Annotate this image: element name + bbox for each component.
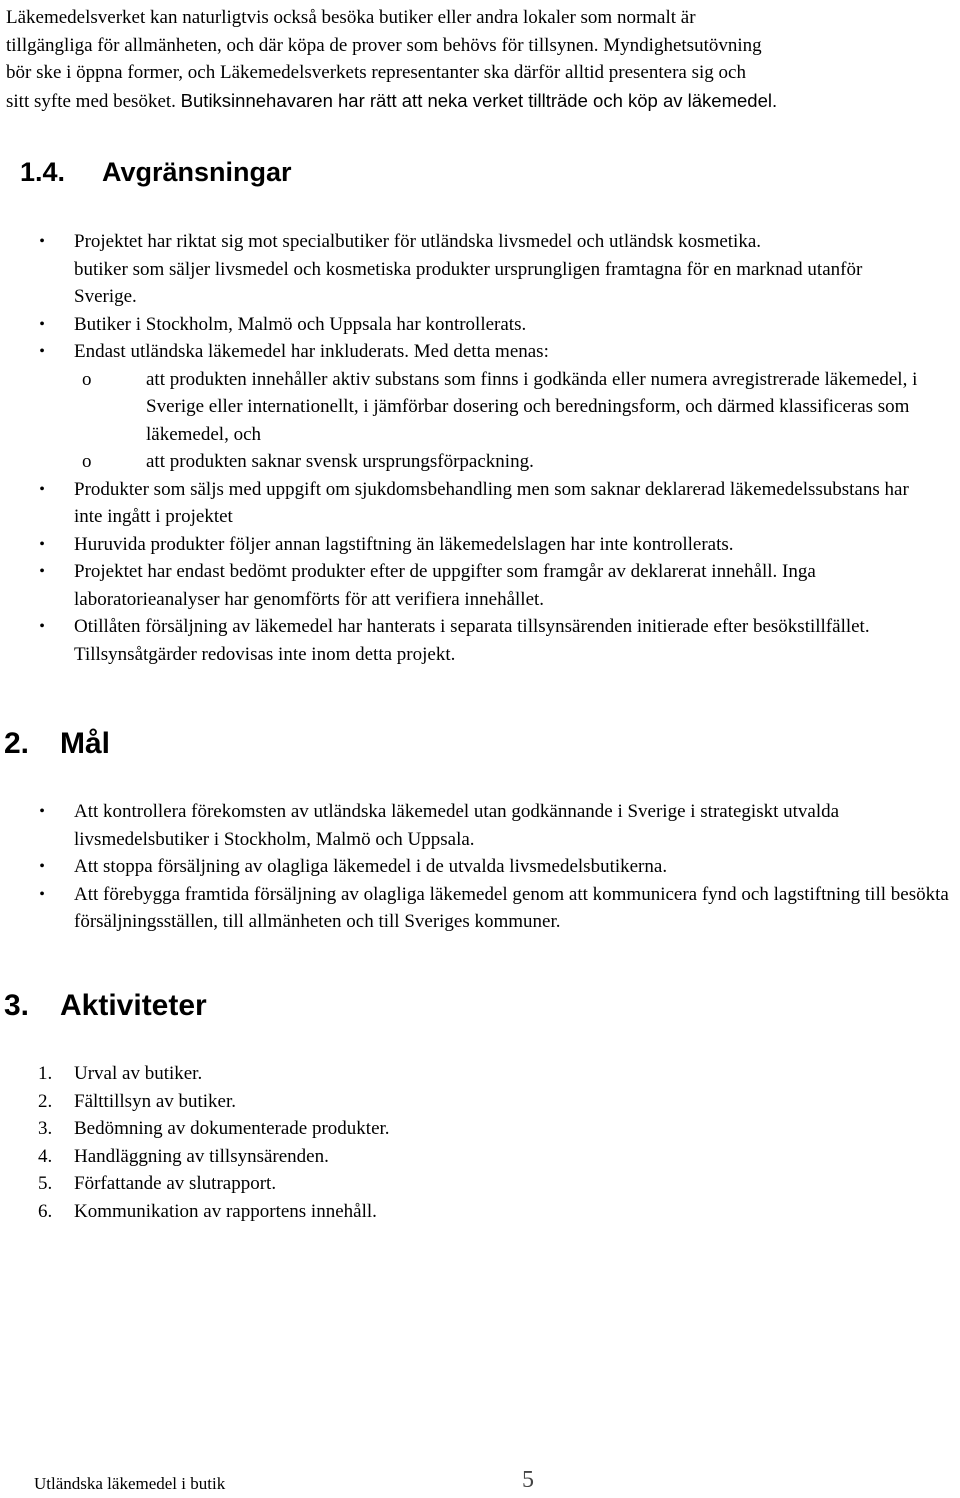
page-footer <box>34 1467 554 1498</box>
list-item <box>0 558 960 613</box>
sub-list-item-text: att produkten saknar svensk ursprungsförpackning. <box>146 451 534 472</box>
list-item-text: Att stoppa försäljning av olagliga läkemedel i de utvalda livsmedelsbutikerna. <box>74 856 668 877</box>
bullet-icon: • <box>39 885 45 903</box>
list-item <box>0 476 960 531</box>
scope-list <box>0 228 960 668</box>
list-item <box>0 1115 960 1143</box>
section-number: 1.4. <box>20 157 66 187</box>
list-item-text: Urval av butiker. <box>74 1063 203 1084</box>
bullet-icon: • <box>39 563 45 580</box>
list-item-text: Att förebygga framtida försäljning av olagliga läkemedel genom att kommunicera fynd och lagstiftning till besökta försäljningsställen, till allmänheten och till Sveriges kommuner. <box>74 883 949 932</box>
intro-line: Läkemedelsverket kan naturligtvis också besöka butiker eller andra lokaler som normalt är <box>6 7 696 28</box>
item-number: 1. <box>38 1063 53 1084</box>
list-item <box>0 531 960 559</box>
list-item <box>0 1060 960 1088</box>
circle-bullet-icon: o <box>82 451 92 472</box>
list-item-text: Otillåten försäljning av läkemedel har hanterats i separata tillsynsärenden initierade efter besökstillfället. Tillsynsåtgärder redovisas inte inom detta projekt. <box>74 616 870 665</box>
sub-list-item <box>0 366 960 449</box>
bullet-icon: • <box>39 618 45 635</box>
section-title: Avgränsningar <box>102 157 292 187</box>
section-number: 2. <box>4 727 30 760</box>
page-number: 5 <box>522 1467 534 1493</box>
section-heading-1-4 <box>20 156 292 188</box>
list-item <box>0 1198 960 1226</box>
list-item <box>0 798 960 853</box>
item-number: 5. <box>38 1173 53 1194</box>
bullet-icon: • <box>39 233 45 250</box>
footer-title: Utländska läkemedel i butik <box>34 1474 226 1493</box>
list-item-text: Bedömning av dokumenterade produkter. <box>74 1118 390 1139</box>
bullet-icon: • <box>39 315 45 333</box>
list-item-continuation <box>0 256 960 311</box>
list-item <box>0 338 960 366</box>
list-item-text: Produkter som säljs med uppgift om sjukdomsbehandling men som saknar deklarerad läkemedelssubstans har inte ingått i projektet <box>74 478 909 527</box>
sub-list-item <box>0 448 960 476</box>
section-number: 3. <box>4 989 30 1022</box>
item-number: 3. <box>38 1118 53 1139</box>
activities-list <box>0 1060 960 1225</box>
list-item <box>0 853 960 881</box>
list-item <box>0 613 960 668</box>
list-item-text: Huruvida produkter följer annan lagstiftning än läkemedelslagen har inte kontrollerats. <box>74 533 734 555</box>
sub-list-item-text: att produkten innehåller aktiv substans som finns i godkända eller numera avregistrerade läkemedel, i Sverige eller internationellt, i jämförbar dosering och beredningsform, och därmed klassificeras som läkemedel, och <box>146 368 918 445</box>
list-item-text: Endast utländska läkemedel har inkluderats. Med detta menas: <box>74 341 549 362</box>
list-item-text: Författande av slutrapport. <box>74 1173 277 1194</box>
item-number: 2. <box>38 1090 53 1112</box>
list-item-text: butiker som säljer livsmedel och kosmetiska produkter ursprungligen framtagna för en marknad utanför Sverige. <box>74 258 863 307</box>
intro-line <box>6 87 946 116</box>
bullet-icon: • <box>39 535 45 553</box>
intro-text-sans: Butiksinnehavaren har rätt att neka verket tillträde och köp av läkemedel. <box>180 89 778 111</box>
section-heading-3 <box>4 988 207 1024</box>
list-item <box>0 228 960 256</box>
intro-text-serif: sitt syfte med besöket. <box>6 90 176 112</box>
intro-line: tillgängliga för allmänheten, och där köpa de prover som behövs för tillsynen. Myndighetsutövning <box>6 34 762 56</box>
goals-list <box>0 798 960 936</box>
section-heading-2 <box>4 726 110 762</box>
list-item <box>0 1088 960 1116</box>
list-item-text: Att kontrollera förekomsten av utländska läkemedel utan godkännande i Sverige i strategiskt utvalda livsmedelsbutiker i Stockholm, Malmö och Uppsala. <box>74 801 840 850</box>
list-item-text: Projektet har endast bedömt produkter efter de uppgifter som framgår av deklarerat innehåll. Inga laboratorieanalyser har genomförts för att verifiera innehållet. <box>74 561 816 610</box>
circle-bullet-icon: o <box>82 368 92 390</box>
list-item <box>0 1143 960 1171</box>
bullet-icon: • <box>39 480 45 498</box>
list-item <box>0 1170 960 1198</box>
list-item <box>0 311 960 339</box>
list-item-text: Fälttillsyn av butiker. <box>74 1090 237 1112</box>
list-item <box>0 881 960 936</box>
bullet-icon: • <box>39 803 45 820</box>
bullet-icon: • <box>39 858 45 875</box>
list-item-text: Butiker i Stockholm, Malmö och Uppsala har kontrollerats. <box>74 313 527 335</box>
section-title: Aktiviteter <box>60 989 207 1022</box>
bullet-icon: • <box>39 343 45 360</box>
list-item-text: Projektet har riktat sig mot specialbutiker för utländska livsmedel och utländsk kosmetika. <box>74 231 762 252</box>
section-title: Mål <box>60 727 111 760</box>
item-number: 6. <box>38 1200 53 1222</box>
intro-paragraph <box>6 4 946 115</box>
list-item-text: Kommunikation av rapportens innehåll. <box>74 1200 377 1222</box>
item-number: 4. <box>38 1145 53 1167</box>
list-item-text: Handläggning av tillsynsärenden. <box>74 1145 329 1167</box>
intro-line: bör ske i öppna former, och Läkemedelsverkets representanter ska därför alltid presentera sig och <box>6 62 746 83</box>
